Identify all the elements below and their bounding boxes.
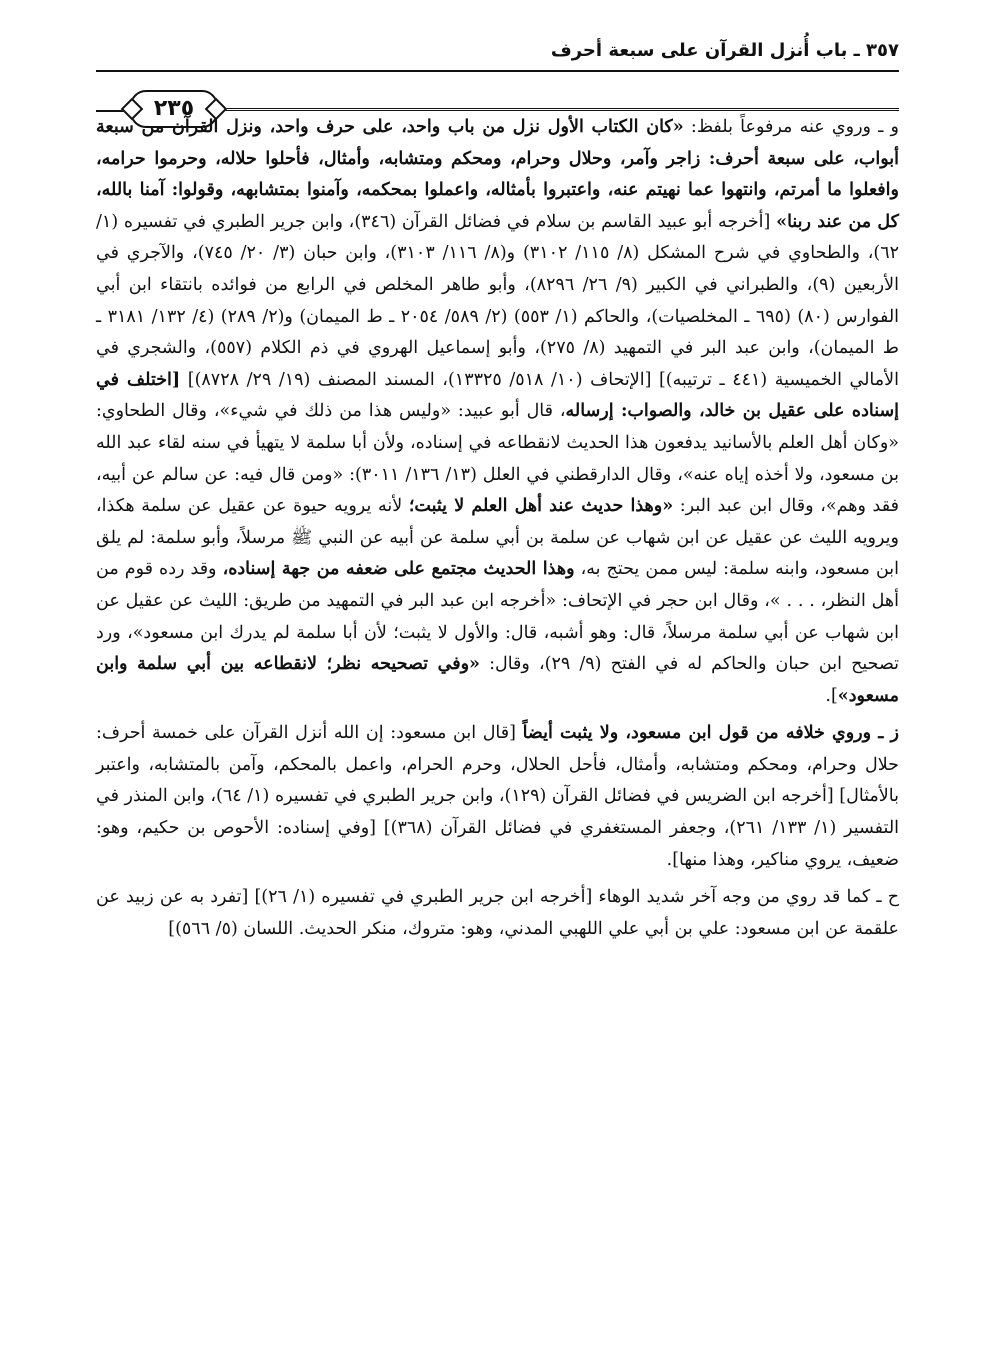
ibn-abdulbarr-quote: «وهذا حديث عند أهل العلم لا يثبت؛ [408,496,674,517]
verdict-text: [اختلف في إسناده على عقيل بن خالد، والصواب: إرساله [96,369,899,422]
page-body [96,112,899,945]
header-rule [96,70,899,72]
paragraph-closing: ]. [825,685,838,706]
page-header [96,40,899,121]
discussion-text: لأنه يرويه حيوة عن عقيل عن سلمة هكذا، ويرويه الليث عن عقيل عن ابن شهاب عن سلمة بن أبي سلمة عن أبيه عن النبي ﷺ مرسلاً، وأبو سلمة: لم يلق ابن مسعود، وابنه سلمة: ليس ممن يحتج به، [96,496,900,580]
weakness-statement: وهذا الحديث مجتمع على ضعفه من جهة إسناده، [222,559,575,580]
takhrij-text: [أخرجه أبو عبيد القاسم بن سلام في فضائل القرآن (٣٤٦)، وابن جرير الطبري في تفسيره (١/ ٦٢)، والطحاوي في شرح المشكل (٨/ ١١٥/ ٣١٠٢) و(٨/ ١١٦/ ٣١٠٣)، وابن حبان (٣/ ٢٠/ ٧٤٥)، والآجري في الأربعين (٩)، والطبراني في الكبير (٩/ ٢٦/ ٨٢٩٦)، وأبو طاهر المخلص في الرابع من فوائده بانتقاء ابن أبي الفوارس (٨٠) (٦٩٥ ـ المخلصيات)، والحاكم (١/ ٥٥٣) (٢/ ٥٨٩/ ٢٠٥٤ ـ ط الميمان) و(٢/ ٢٨٩) (٤/ ١٣٢/ ٣١٨١ ـ ط الميمان)، وابن عبد البر في التمهيد (٨/ ٢٧٥)، وأبو إسماعيل الهروي في ذم الكلام (٥٥٧)، والشجري في الأمالي الخميسية (٤٤١ ـ ترتيبه)] [الإتحاف (١٠/ ٥١٨/ ١٣٣٢٥)، المسند المصنف (١٩/ ٢٩/ ٨٧٢٨)] [96,211,900,390]
paragraph-heading: ز ـ وروي خلافه من قول ابن مسعود، ولا يثبت أيضاً [522,723,899,744]
chapter-title: ٣٥٧ ـ باب أُنزل القرآن على سبعة أحرف [550,40,899,61]
paragraph-zay [96,718,899,876]
paragraph-text: [قال ابن مسعود: إن الله أنزل القرآن على خمسة أحرف: حلال وحرام، ومحكم ومتشابه، وأمثال، فأحل الحلال، وحرم الحرام، واعمل بالمحكم، وآمن بالمتشابه، واعتبر بالأمثال] [أخرجه ابن الضريس في فضائل القرآن (١٢٩)، وابن جرير الطبري في تفسيره (١/ ٦٤)، وابن المنذر في التفسير (١/ ١٣٣/ ٢٦١)، وجعفر المستغفري في فضائل القرآن (٣٦٨)] [وفي إسناده: الأحوص بن حكيم، وهو: ضعيف، يروي مناكير، وهذا منها]. [96,723,900,870]
paragraph-text: ح ـ كما قد روي من وجه آخر شديد الوهاء [أخرجه ابن جرير الطبري في تفسيره (١/ ٢٦)] [تفرد به عن زبيد عن علقمة عن ابن مسعود: علي بن أبي علي اللهبي المدني، وهو: متروك، منكر الحديث. اللسان (٥/ ٥٦٦)] [96,887,899,939]
discussion-text: وقد رده قوم من أهل النظر، . . . »، وقال ابن حجر في الإتحاف: «أخرجه ابن عبد البر في التمهيد من طريق: الليث عن عقيل عن ابن شهاب عن أبي سلمة مرسلاً، قال: وهو أشبه، قال: والأول لا يثبت؛ لأن أبا سلمة لم يدرك ابن مسعود»، ورد تصحيح ابن حبان والحاكم له في الفتح (٩/ ٢٩)، وقال: [96,559,899,675]
fath-quote: «وفي تصحيحه نظر؛ لانقطاعه بين أبي سلمة وابن مسعود» [96,654,899,706]
paragraph-ha [96,882,899,945]
paragraph-waw [96,112,899,712]
discussion-text: ، قال أبو عبيد: «وليس هذا من ذلك في شيء»، وقال الطحاوي: «وكان أهل العلم بالأسانيد يدفعون هذا الحديث لانقطاعه في إسناده، ولأن أبا سلمة لا يتهيأ في سنه لقاء عبد الله بن مسعود، ولا أخذه إياه عنه»، وقال الدارقطني في العلل (١٣/ ١٣٦/ ٣٠١١): «ومن قال فيه: عن سالم عن أبيه، فقد وهم»، وقال ابن عبد البر: [96,401,899,517]
hadith-text: «كان الكتاب الأول نزل من باب واحد، على حرف واحد، ونزل القرآن من سبعة أبواب، على سبعة أحرف: زاجر وآمر، وحلال وحرام، ومحكم ومتشابه، وأمثال، فأحلوا حلاله، وحرموا حرامه، وافعلوا ما أمرتم، وانتهوا عما نهيتم عنه، واعتبروا بأمثاله، واعملوا بمحكمه، وآمنوا بمتشابهه، وقولوا: آمنا بالله، كل من عند ربنا» [96,117,900,232]
paragraph-lead: و ـ وروي عنه مرفوعاً بلفظ: [683,117,899,137]
page-number-badge: ٢٣٥ [130,90,218,128]
header-double-rule [216,108,899,111]
